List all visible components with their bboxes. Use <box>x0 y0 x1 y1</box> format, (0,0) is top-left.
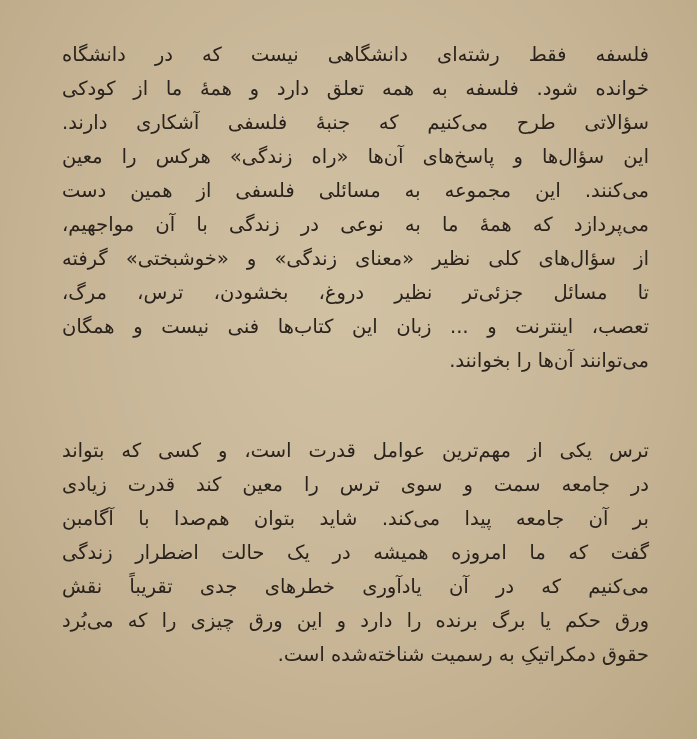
text-line: ترس یکی از مهم‌ترین عوامل قدرت است، و کسی که بتواند <box>62 439 649 462</box>
text-line: بر آن جامعه پیدا می‌کند. شاید بتوان هم‌صدا با آگامبن <box>62 507 649 530</box>
text-line: تعصب، اینترنت و ... زبان این کتاب‌ها فنی نیست و همگان <box>62 315 649 338</box>
text-line: ورق حکم یا برگ برنده را دارد و این ورق چیزی را که می‌بُرد <box>62 609 649 632</box>
text-line: می‌کنند. این مجموعه به مسائلی فلسفی از همین دست <box>62 179 649 202</box>
text-line: می‌کنیم که در آن یادآوری خطرهای جدی تقریباً نقش <box>62 575 649 598</box>
text-line: در جامعه سمت و سوی ترس را معین کند قدرت زیادی <box>62 473 649 496</box>
text-line: خوانده شود. فلسفه به همه تعلق دارد و همهٔ ما از کودکی <box>62 77 649 100</box>
paragraph-fear-and-power <box>62 434 649 672</box>
text-line: این سؤال‌ها و پاسخ‌های آن‌ها «راه زندگی» هرکس را معین <box>62 145 649 168</box>
text-line: گفت که ما امروزه همیشه در یک حالت اضطرار زندگی <box>62 541 649 564</box>
paragraph-philosophy-series <box>62 38 649 378</box>
text-line: فلسفه فقط رشته‌ای دانشگاهی نیست که در دانشگاه <box>62 43 649 66</box>
text-line: سؤالاتی طرح می‌کنیم که جنبهٔ فلسفی آشکاری دارند. <box>62 111 649 134</box>
text-line: از سؤال‌های کلی نظیر «معنای زندگی» و «خوشبختی» گرفته <box>62 247 649 270</box>
text-line: تا مسائل جزئی‌تر نظیر دروغ، بخشودن، ترس، مرگ، <box>62 281 649 304</box>
text-line: می‌پردازد که همهٔ ما به نوعی در زندگی با آن مواجهیم، <box>62 213 649 236</box>
text-line: می‌توانند آن‌ها را بخوانند. <box>449 349 649 372</box>
text-line: حقوق دمکراتیکِ به رسمیت شناخته‌شده است. <box>277 643 649 666</box>
